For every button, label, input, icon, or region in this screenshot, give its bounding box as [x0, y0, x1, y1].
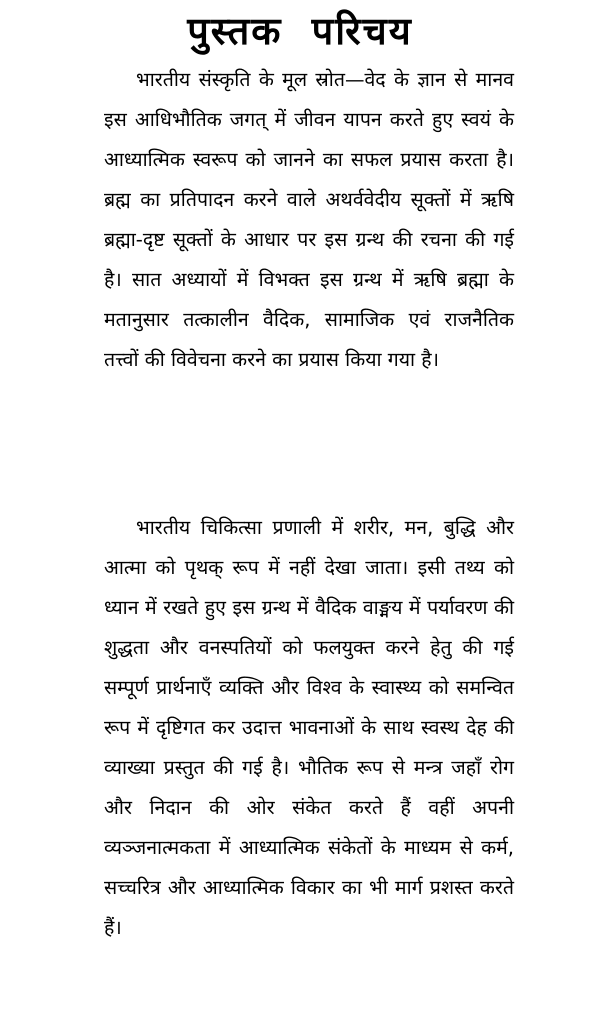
paragraph-2-text: भारतीय चिकित्सा प्रणाली में शरीर, मन, बुद्धि और आत्मा को पृथक् रूप में नहीं देखा जाता। इसी तथ्य को ध्यान में रखते हुए इस ग्रन्थ में वैदिक वाङ्मय में पर्यावरण की शुद्धता और वनस्पतियों को फलयुक्त करने हेतु की गई सम्पूर्ण प्रार्थनाएँ व्यक्ति और विश्व के स्वास्थ्य को समन्वित रूप में दृष्टिगत कर उदात्त भावनाओं के साथ स्वस्थ देह की व्याख्या प्रस्तुत की गई है। भौतिक रूप से मन्त्र जहाँ रोग और निदान की ओर संकेत करते हैं वहीं अपनी व्यञ्जनात्मकता में आध्यात्मिक संकेतों के माध्यम से कर्म, सच्चरित्र और आध्यात्मिक विकार का भी मार्ग प्रशस्त करते हैं।: [104, 516, 514, 939]
paragraph-2: [104, 508, 514, 948]
page-title: पुस्तक परिचय: [187, 9, 413, 53]
paragraph-1: [104, 60, 514, 380]
paragraph-1-text: भारतीय संस्कृति के मूल स्रोत—वेद के ज्ञान से मानव इस आधिभौतिक जगत् में जीवन यापन करते हुए स्वयं के आध्यात्मिक स्वरूप को जानने का सफल प्रयास करता है। ब्रह्म का प्रतिपादन करने वाले अथर्ववेदीय सूक्तों में ऋषि ब्रह्मा-दृष्ट सूक्तों के आधार पर इस ग्रन्थ की रचना की गई है। सात अध्यायों में विभक्त इस ग्रन्थ में ऋषि ब्रह्मा के मतानुसार तत्कालीन वैदिक, सामाजिक एवं राजनैतिक तत्त्वों की विवेचना करने का प्रयास किया गया है।: [104, 68, 514, 371]
